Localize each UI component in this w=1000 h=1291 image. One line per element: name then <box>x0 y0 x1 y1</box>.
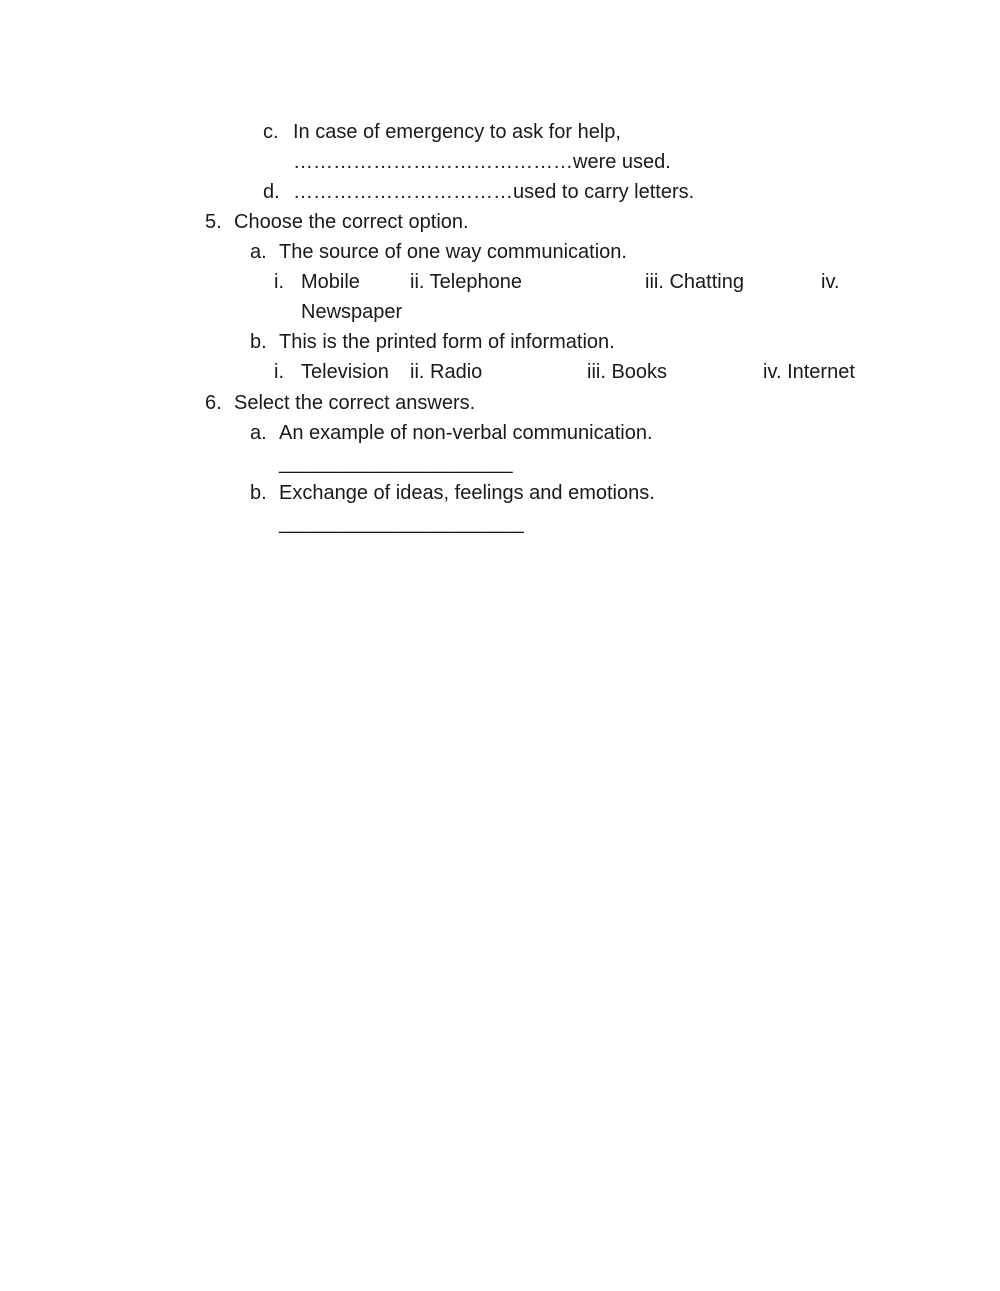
q6-prompt: Select the correct answers. <box>234 392 476 414</box>
part-d-marker: d. <box>263 181 280 203</box>
q5a-option-4: iv. <box>821 271 840 293</box>
q5a-text: The source of one way communication. <box>279 241 627 263</box>
q5b-text: This is the printed form of information. <box>279 331 615 353</box>
q5a-option-2: ii. Telephone <box>410 271 522 293</box>
q6b-text: Exchange of ideas, feelings and emotions. <box>279 482 655 504</box>
q5b-option-3: iii. Books <box>587 361 668 383</box>
q5a-option-wrap: Newspaper <box>301 301 403 323</box>
q5b-marker: b. <box>250 331 267 353</box>
part-c-line1: In case of emergency to ask for help, <box>293 121 621 143</box>
q6b-answer-blank[interactable]: ______________________ <box>279 512 524 534</box>
q6a-answer-blank[interactable]: _____________________ <box>279 452 513 474</box>
q6a-marker: a. <box>250 422 267 444</box>
part-c-marker: c. <box>263 121 279 143</box>
q5a-option-1: Mobile <box>301 271 360 293</box>
part-c-line2: ……………………………………were used. <box>293 151 671 173</box>
part-d-text: ……………………………used to carry letters. <box>293 181 695 203</box>
q6b-marker: b. <box>250 482 267 504</box>
q5b-option-1: Television <box>301 361 389 383</box>
q5a-option-3: iii. Chatting <box>645 271 744 293</box>
q5a-options-marker: i. <box>274 271 284 293</box>
q5b-option-4: iv. Internet <box>763 361 855 383</box>
q5-prompt: Choose the correct option. <box>234 211 469 233</box>
q5b-option-2: ii. Radio <box>410 361 483 383</box>
q5b-options-marker: i. <box>274 361 284 383</box>
q5a-marker: a. <box>250 241 267 263</box>
q6-number: 6. <box>205 392 222 414</box>
q6a-text: An example of non-verbal communication. <box>279 422 653 444</box>
q5-number: 5. <box>205 211 222 233</box>
